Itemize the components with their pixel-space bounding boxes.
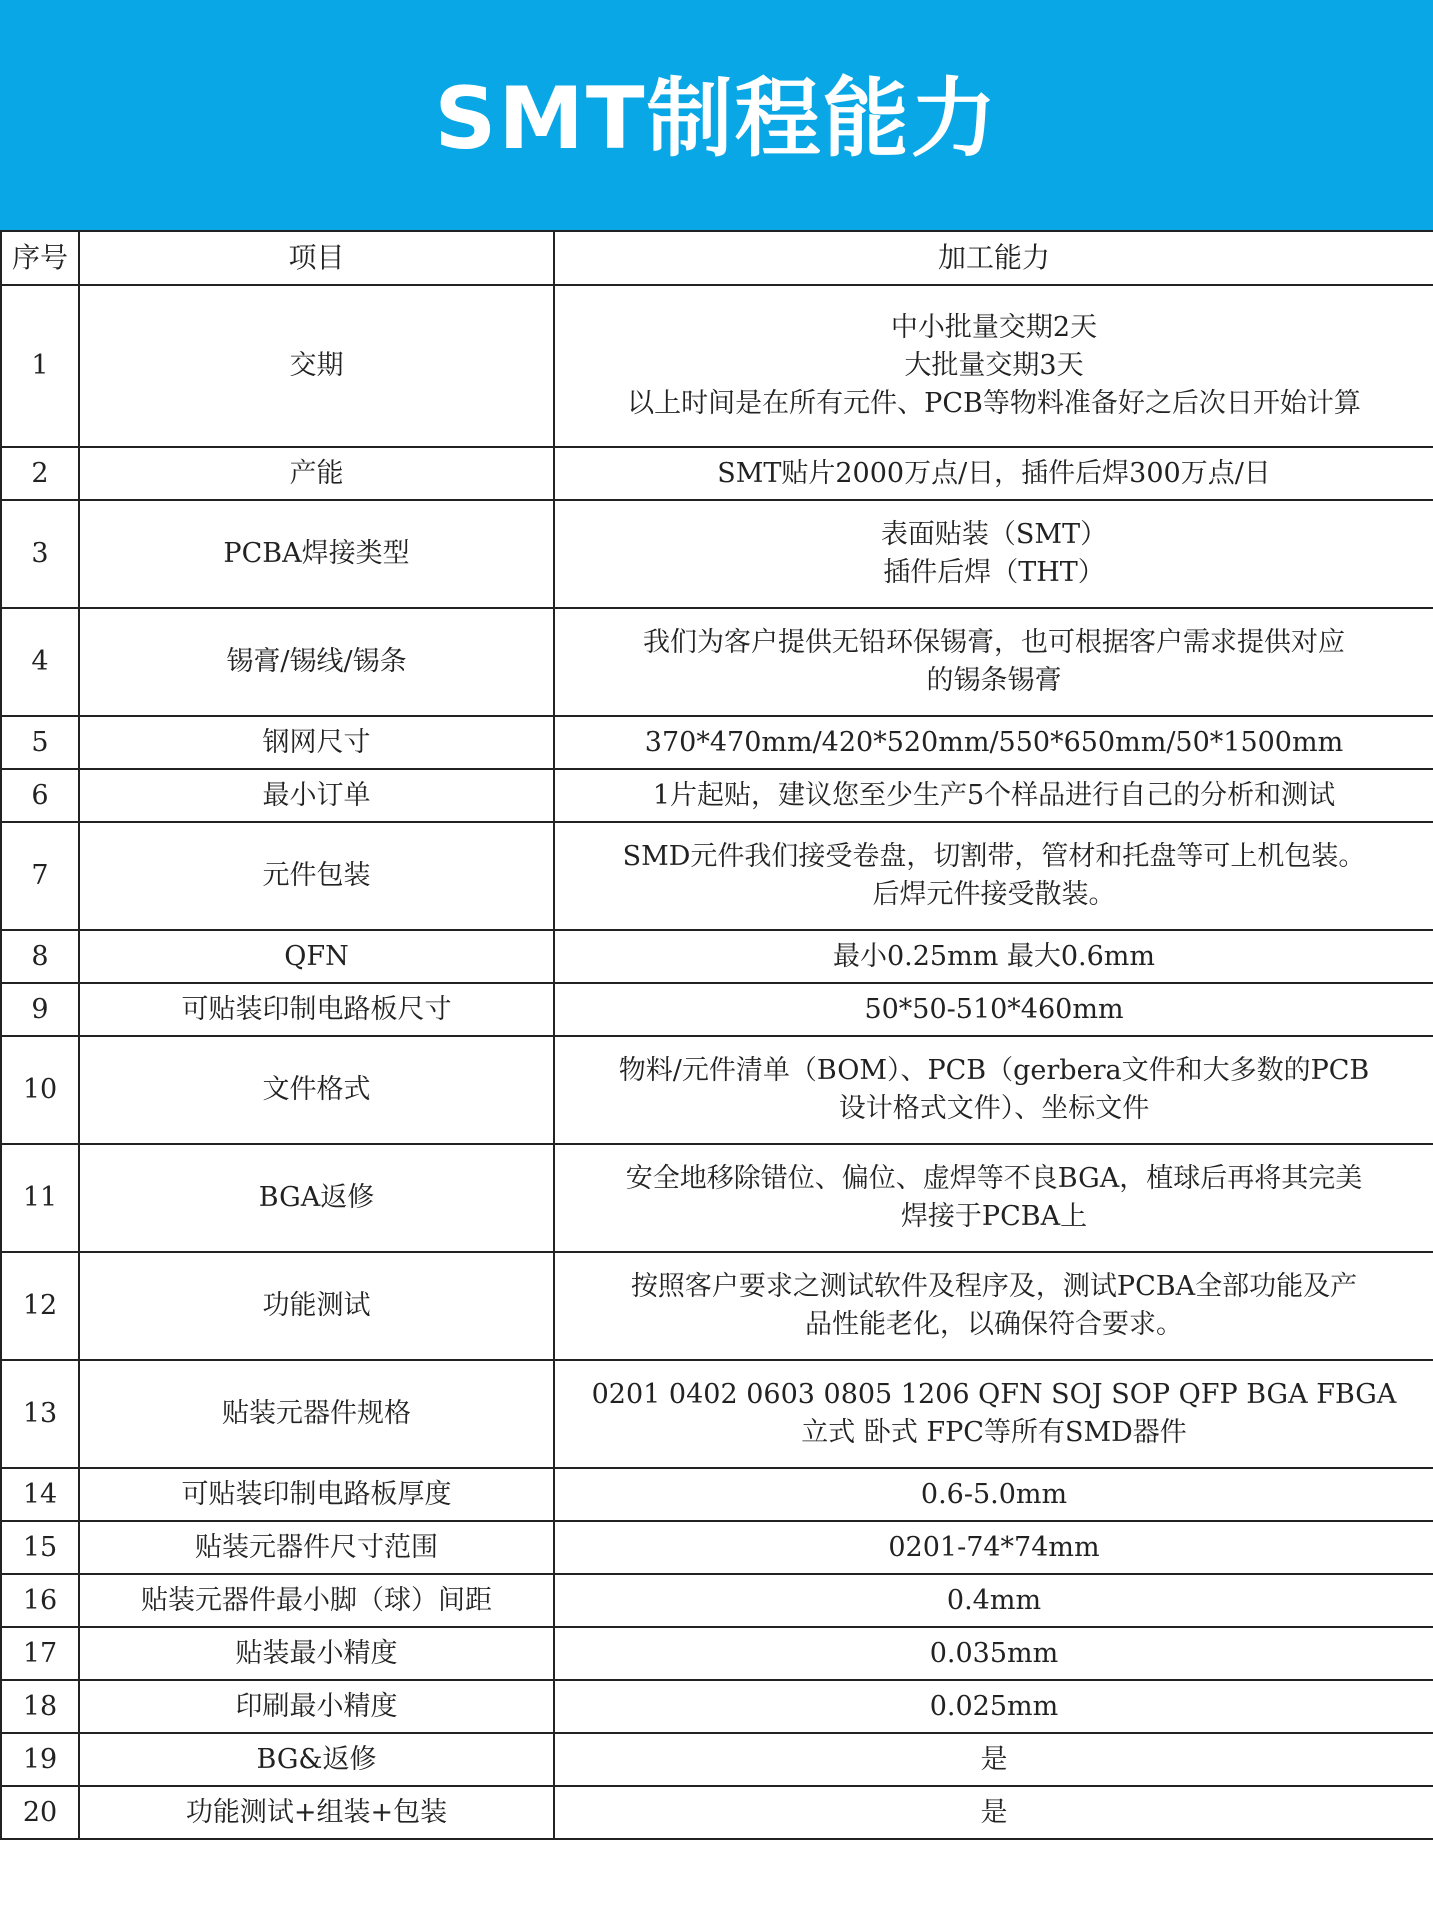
capability-line: 50*50-510*460mm [864,993,1124,1025]
table-row [1,1360,1433,1468]
capability-line: 0201 0402 0603 0805 1206 QFN SOJ SOP QFP BGA FBGA [591,1379,1397,1410]
capability-line: 物料/元件清单（BOM）、PCB（gerbera文件和大多数的PCB [618,1055,1370,1086]
capability-line: 的锡条锡膏 [926,665,1062,696]
header-item: 项目 [79,231,554,285]
row-capability [554,930,1433,983]
capability-line: 大批量交期3天 [904,350,1084,381]
table-row [1,1786,1433,1839]
row-number: 5 [1,716,79,769]
row-capability [554,1786,1433,1839]
row-capability [554,1468,1433,1521]
table-row [1,1144,1433,1252]
table-row [1,930,1433,983]
header-no: 序号 [1,231,79,285]
table-row [1,716,1433,769]
row-capability [554,1733,1433,1786]
row-number: 17 [1,1627,79,1680]
capability-line: 370*470mm/420*520mm/550*650mm/50*1500mm [644,726,1344,758]
page-title: SMT制程能力 [434,69,999,169]
capability-line: 0.6-5.0mm [920,1478,1068,1510]
row-item: 印刷最小精度 [79,1680,554,1733]
table-row [1,608,1433,716]
row-number: 10 [1,1036,79,1144]
row-item: BG&返修 [79,1733,554,1786]
row-number: 18 [1,1680,79,1733]
capability-line: 0.035mm [929,1637,1059,1669]
capability-line: SMD元件我们接受卷盘，切割带，管材和托盘等可上机包装。 [622,841,1366,872]
capability-line: 我们为客户提供无铅环保锡膏，也可根据客户需求提供对应 [643,627,1345,658]
capability-line: 插件后焊（THT） [883,557,1105,588]
table-row [1,1468,1433,1521]
row-capability [554,1574,1433,1627]
row-item: BGA返修 [79,1144,554,1252]
table-row [1,1680,1433,1733]
table-row [1,285,1433,447]
row-number: 16 [1,1574,79,1627]
header-capability: 加工能力 [554,231,1433,285]
capability-table [0,230,1433,1840]
capability-line: 以上时间是在所有元件、PCB等物料准备好之后次日开始计算 [627,388,1361,419]
row-capability [554,983,1433,1036]
capability-line: 中小批量交期2天 [890,312,1098,343]
row-item: 文件格式 [79,1036,554,1144]
row-capability [554,769,1433,822]
capability-line: SMT贴片2000万点/日，插件后焊300万点/日 [717,457,1271,489]
row-item: 交期 [79,285,554,447]
capability-line: 0.025mm [929,1690,1059,1722]
row-number: 7 [1,822,79,930]
row-number: 1 [1,285,79,447]
capability-line: 1片起贴，建议您至少生产5个样品进行自己的分析和测试 [652,779,1336,811]
table-row [1,1252,1433,1360]
row-item: 贴装元器件规格 [79,1360,554,1468]
row-item: PCBA焊接类型 [79,500,554,608]
row-item: 最小订单 [79,769,554,822]
row-capability [554,1627,1433,1680]
row-item: 钢网尺寸 [79,716,554,769]
row-item: 可贴装印制电路板尺寸 [79,983,554,1036]
table-header-row [1,231,1433,285]
capability-line: 设计格式文件）、坐标文件 [838,1093,1150,1124]
row-number: 13 [1,1360,79,1468]
title-banner [0,0,1433,230]
capability-line: 安全地移除错位、偏位、虚焊等不良BGA，植球后再将其完美 [625,1163,1363,1194]
table-row [1,1627,1433,1680]
row-capability [554,1360,1433,1468]
row-number: 14 [1,1468,79,1521]
row-number: 15 [1,1521,79,1574]
table-row [1,822,1433,930]
row-capability [554,1680,1433,1733]
row-item: 功能测试 [79,1252,554,1360]
row-number: 12 [1,1252,79,1360]
capability-line: 立式 卧式 FPC等所有SMD器件 [801,1417,1187,1448]
row-item: 产能 [79,447,554,500]
row-capability [554,1252,1433,1360]
row-capability [554,822,1433,930]
row-number: 4 [1,608,79,716]
capability-line: 品性能老化，以确保符合要求。 [805,1309,1183,1340]
capability-line: 是 [980,1743,1008,1775]
row-item: 功能测试+组装+包装 [79,1786,554,1839]
row-capability [554,285,1433,447]
table-row [1,983,1433,1036]
table-row [1,500,1433,608]
row-number: 9 [1,983,79,1036]
row-capability [554,1036,1433,1144]
row-item: 贴装元器件最小脚（球）间距 [79,1574,554,1627]
row-capability [554,500,1433,608]
row-number: 8 [1,930,79,983]
row-number: 19 [1,1733,79,1786]
table-row [1,1036,1433,1144]
table-row [1,1521,1433,1574]
row-item: 元件包装 [79,822,554,930]
capability-line: 后焊元件接受散装。 [872,879,1116,910]
row-number: 2 [1,447,79,500]
row-number: 3 [1,500,79,608]
row-number: 6 [1,769,79,822]
table-row [1,447,1433,500]
row-number: 11 [1,1144,79,1252]
row-capability [554,1144,1433,1252]
row-capability [554,716,1433,769]
row-item: 锡膏/锡线/锡条 [79,608,554,716]
capability-table-container [0,230,1433,1840]
table-row [1,769,1433,822]
row-capability [554,447,1433,500]
row-item: 贴装元器件尺寸范围 [79,1521,554,1574]
capability-line: 0201-74*74mm [888,1531,1100,1563]
row-item: QFN [79,930,554,983]
capability-line: 焊接于PCBA上 [900,1201,1088,1232]
table-body [1,285,1433,1839]
capability-line: 0.4mm [946,1584,1042,1616]
capability-line: 按照客户要求之测试软件及程序及，测试PCBA全部功能及产 [630,1271,1358,1302]
capability-line: 最小0.25mm 最大0.6mm [832,940,1156,972]
row-number: 20 [1,1786,79,1839]
table-row [1,1733,1433,1786]
capability-line: 表面贴装（SMT） [880,519,1108,550]
row-item: 贴装最小精度 [79,1627,554,1680]
row-capability [554,1521,1433,1574]
row-item: 可贴装印制电路板厚度 [79,1468,554,1521]
capability-line: 是 [980,1796,1008,1828]
row-capability [554,608,1433,716]
table-row [1,1574,1433,1627]
